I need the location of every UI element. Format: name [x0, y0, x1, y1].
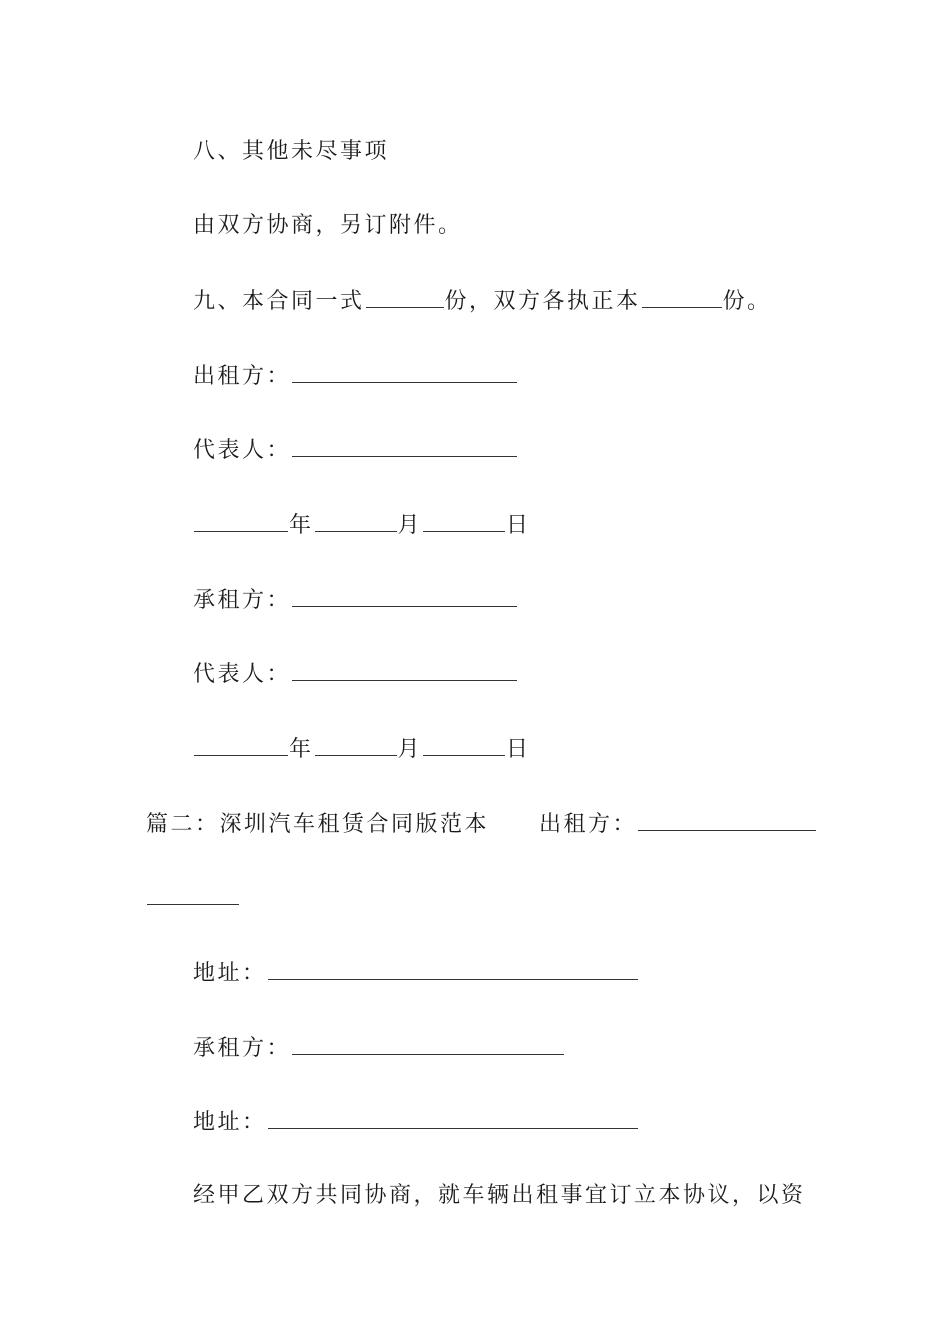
copies-each-blank[interactable] [642, 285, 722, 308]
copies-clause [193, 285, 772, 317]
lessor-day-blank[interactable] [423, 509, 505, 532]
lessee-address-line [193, 1106, 639, 1138]
lessor-blank[interactable] [292, 360, 517, 383]
lessee-month-label: 月 [397, 737, 423, 762]
part-two-lessee-blank[interactable] [292, 1032, 564, 1055]
lessor-day-label: 日 [506, 513, 531, 538]
section-heading-other-matters: 八、其他未尽事项 [193, 139, 390, 164]
lessee-date-line [193, 733, 531, 765]
part-two-lessor-blank-cont [146, 882, 240, 914]
lessor-address-blank[interactable] [268, 957, 638, 980]
copies-text-a: 九、本合同一式 [193, 289, 365, 314]
part-two-title: 篇二：深圳汽车租赁合同版范本 [146, 812, 490, 837]
lessor-date-line [193, 509, 531, 541]
lessee-month-blank[interactable] [315, 733, 397, 756]
copies-text-c: 份。 [722, 289, 772, 314]
lessor-address-line [193, 957, 639, 989]
lessee-blank[interactable] [292, 584, 517, 607]
part-two-lessor-blank-continued[interactable] [147, 882, 239, 905]
lessor-signature-line [193, 360, 518, 392]
lessor-rep-label: 代表人： [193, 438, 292, 463]
lessee-year-label: 年 [289, 737, 314, 762]
lessor-month-blank[interactable] [315, 509, 397, 532]
lessee-day-label: 日 [506, 737, 531, 762]
lessor-label: 出租方： [193, 364, 292, 389]
copies-total-blank[interactable] [366, 285, 444, 308]
lessor-address-label: 地址： [193, 961, 267, 986]
lessor-rep-line [193, 434, 518, 466]
part-two-heading-line [146, 808, 817, 840]
lessee-rep-blank[interactable] [292, 658, 517, 681]
lessee-rep-label: 代表人： [193, 662, 292, 687]
lessee-address-blank[interactable] [268, 1106, 638, 1129]
part-two-lessee-line [193, 1032, 565, 1064]
lessee-rep-line [193, 658, 518, 690]
copies-text-b: 份，双方各执正本 [444, 289, 641, 314]
agreement-intro-paragraph: 经甲乙双方共同协商，就车辆出租事宜订立本协议，以资 [193, 1183, 806, 1208]
lessor-rep-blank[interactable] [292, 434, 517, 457]
lessor-year-label: 年 [289, 513, 314, 538]
lessee-address-label: 地址： [193, 1110, 267, 1135]
lessee-signature-line [193, 584, 518, 616]
part-two-lessor-blank[interactable] [638, 808, 816, 831]
paragraph-negotiation: 由双方协商，另订附件。 [193, 213, 463, 238]
part-two-lessor-label: 出租方： [539, 812, 638, 837]
lessee-label: 承租方： [193, 588, 292, 613]
part-two-lessee-label: 承租方： [193, 1036, 292, 1061]
lessee-day-blank[interactable] [423, 733, 505, 756]
lessee-year-blank[interactable] [194, 733, 288, 756]
lessor-year-blank[interactable] [194, 509, 288, 532]
lessor-month-label: 月 [397, 513, 423, 538]
